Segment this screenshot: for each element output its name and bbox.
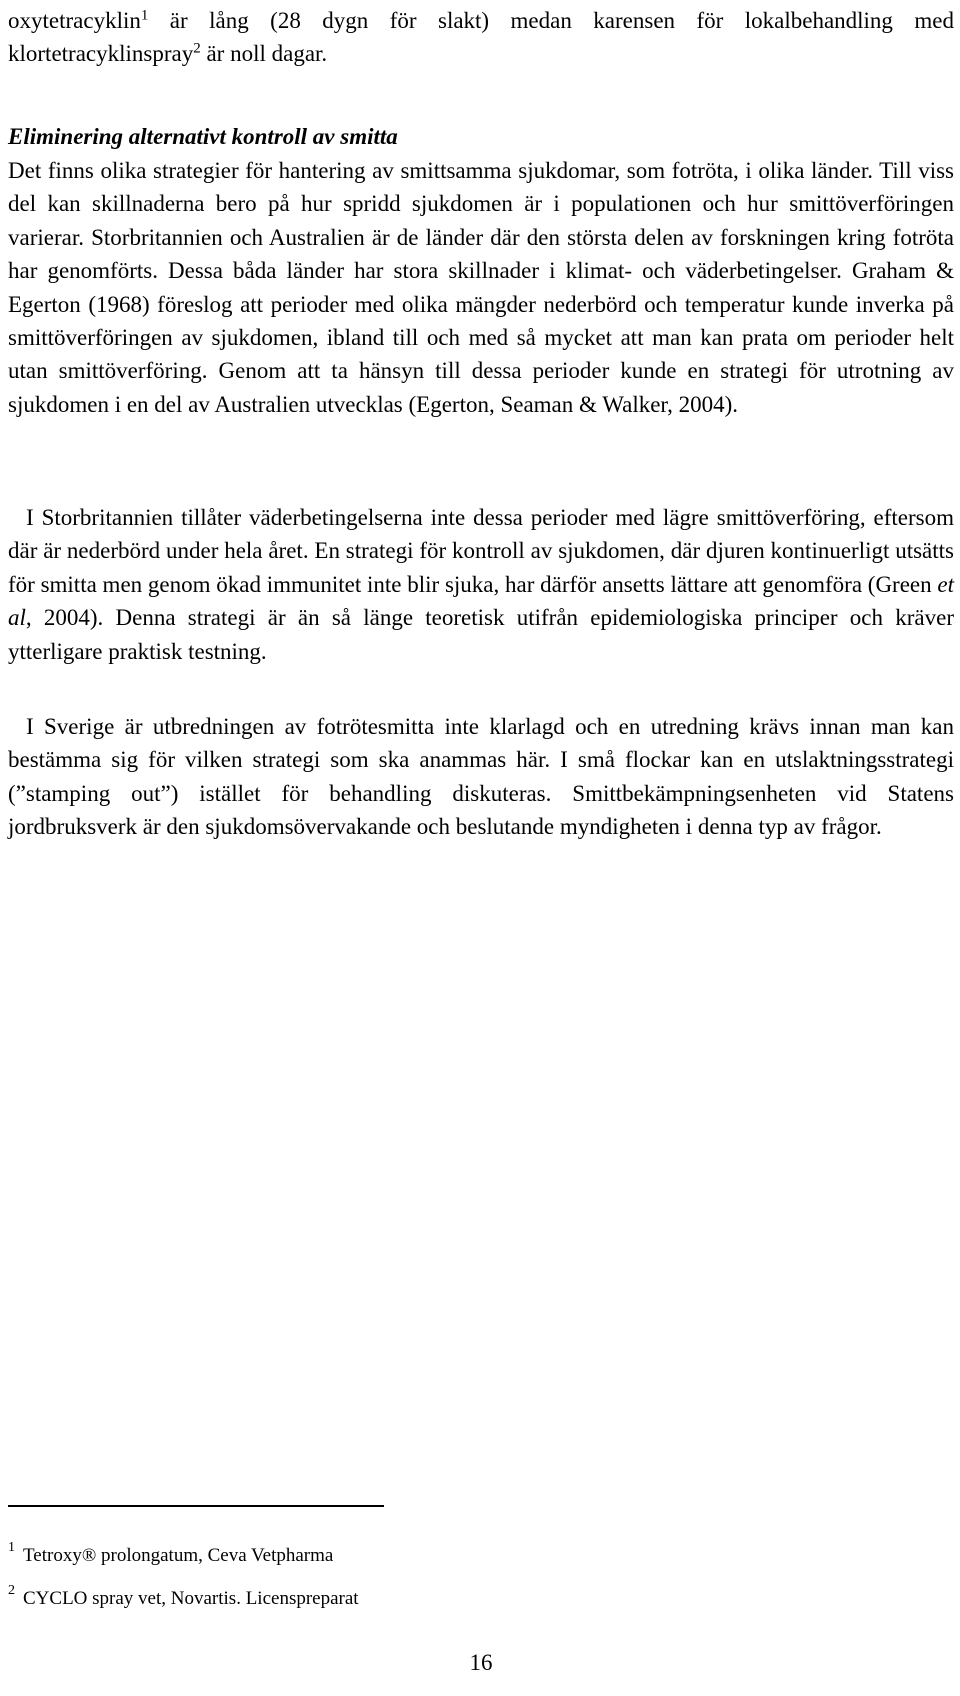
paragraph-sverige: I Sverige är utbredningen av fotrötesmitta inte klarlagd och en utredning krävs innan man kan bestämma sig för vilken strategi som ska anammas här. I små flockar kan en utslaktningsstrategi (”stamping out”) istället för behandling diskuteras. Smittbekämpningsenheten vid Statens jordbruksverk är den sjukdomsövervakande och beslutande myndigheten i denna typ av frågor. [8,714,954,840]
paragraph-text: , 2004). Denna strategi är än så länge teoretisk utifrån epidemiologiska principer och kräver ytterligare praktisk testning. [8,605,954,664]
footnote-text: Tetroxy® prolongatum, Ceva Vetpharma [23,1545,334,1566]
footnote-number: 1 [8,1540,15,1555]
section-heading: Eliminering alternativt kontroll av smitta [8,124,398,149]
paragraph-text: är lång (28 dygn för slakt) medan karensen för lokalbehandling med klortetracyklinspray [8,8,954,67]
footnote-text: CYCLO spray vet, Novartis. Licenspreparat [23,1588,359,1609]
footnote-reference: 2 [193,40,201,57]
paragraph-karens [8,4,954,71]
page-number: 16 [469,1650,493,1675]
footnotes [8,1530,359,1616]
italic-citation: et al [8,571,954,631]
paragraph-text: oxytetracyklin [8,8,141,33]
footnote-1 [8,1530,359,1573]
footnote-number: 2 [8,1583,15,1598]
paragraph-strategier: Det finns olika strategier för hantering av smittsamma sjukdomar, som fotröta, i olika länder. Till viss del kan skillnaderna bero på hur spridd sjukdomen är i populationen och hur smittöverföringen varierar. Storbritannien och Australien är de länder där den största delen av forskningen kring fotröta har genomförts. Dessa båda länder har stora skillnader i klimat- och väderbetingelser. Graham & Egerton (1968) föreslog att perioder med olika mängder nederbörd och temperatur kunde inverka på smittöverföringen av sjukdomen, ibland till och med så mycket att man kan prata om perioder helt utan smittöverföring. Genom att ta hänsyn till dessa perioder kunde en strategi för utrotning av sjukdomen i en del av Australien utvecklas (Egerton, Seaman & Walker, 2004). [8,158,954,417]
footnote-2 [8,1573,359,1616]
paragraph-storbritannien [8,501,954,668]
paragraph-text: är noll dagar. [200,41,328,67]
paragraph-text: I Storbritannien tillåter väderbetingelserna inte dessa perioder med lägre smittöverföring, eftersom där är nederbörd under hela året. En strategi för kontroll av sjukdomen, där djuren kontinuerligt utsätts för smitta men genom ökad immunitet inte blir sjuka, har därför ansetts lättare att genomföra (Green [8,505,954,597]
footnote-divider [8,1505,384,1507]
footnote-reference: 1 [140,7,149,24]
